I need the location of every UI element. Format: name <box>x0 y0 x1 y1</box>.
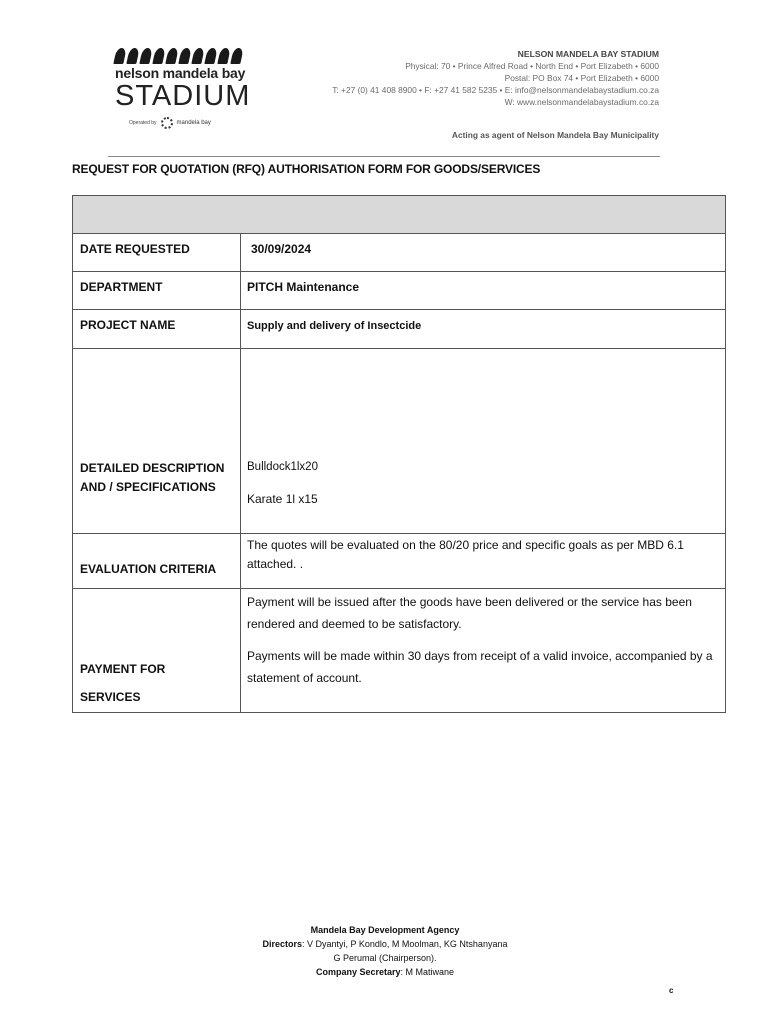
description-item-1: Bulldock1lx20 <box>247 461 318 473</box>
evaluation-value-cell <box>241 534 726 589</box>
row-project <box>73 310 726 349</box>
date-value: 30/09/2024 <box>251 242 312 256</box>
department-label-cell <box>73 272 241 310</box>
row-evaluation <box>73 534 726 589</box>
description-label: DETAILED DESCRIPTION AND / SPECIFICATIONS <box>80 461 225 494</box>
contact-phone-email: T: +27 (0) 41 408 8900 • F: +27 41 582 5235 • E: info@nelsonmandelabaystadium.co.za <box>332 85 659 95</box>
date-label: DATE REQUESTED <box>80 242 190 256</box>
form-title: REQUEST FOR QUOTATION (RFQ) AUTHORISATION FORM FOR GOODS/SERVICES <box>72 162 541 176</box>
payment-label <box>80 589 240 711</box>
department-value-cell <box>241 272 726 310</box>
mba-seal-icon <box>161 117 173 129</box>
footer-directors: : V Dyantyi, P Kondlo, M Moolman, KG Ntshanyana <box>302 939 508 949</box>
footer-secretary-label: Company Secretary <box>315 967 401 977</box>
row-date <box>73 234 726 272</box>
agent-statement: Acting as agent of Nelson Mandela Bay Municipality <box>451 130 659 140</box>
payment-label-line2: SERVICES <box>80 690 141 704</box>
evaluation-label: EVALUATION CRITERIA <box>80 562 217 576</box>
contact-website: W: www.nelsonmandelabaystadium.co.za <box>504 97 659 107</box>
form-header-band <box>73 196 726 234</box>
footer-secretary: : M Matiwane <box>400 967 455 977</box>
department-value: PITCH Maintenance <box>247 280 360 294</box>
contact-postal: Postal: PO Box 74 • Port Elizabeth • 6000 <box>504 73 659 83</box>
row-payment <box>73 589 726 713</box>
evaluation-label-cell <box>73 534 241 589</box>
contact-block <box>332 48 659 108</box>
contact-physical: Physical: 70 • Prince Alfred Road • North End • Port Elizabeth • 6000 <box>405 61 659 71</box>
footer-directors-label: Directors <box>262 939 303 949</box>
project-value: Supply and delivery of Insectcide <box>247 320 422 332</box>
payment-terms-1: Payment will be issued after the goods have been delivered or the service has been rendered and deemed to be satisfactory. <box>247 595 692 631</box>
project-value-cell <box>241 310 726 349</box>
evaluation-value: The quotes will be evaluated on the 80/20 price and specific goals as per MBD 6.1 attached. . <box>247 538 684 571</box>
operated-by-label: Operated by <box>129 120 157 126</box>
payment-value-cell <box>241 589 726 713</box>
stadium-logo <box>115 46 265 146</box>
date-value-cell <box>241 234 726 272</box>
operator-name: mandela bay <box>176 120 211 126</box>
footer-agency: Mandela Bay Development Agency <box>310 925 460 935</box>
description-value-cell <box>241 349 726 534</box>
payment-terms-2: Payments will be made within 30 days from receipt of a valid invoice, accompanied by a statement of account. <box>247 649 713 685</box>
description-item-2: Karate 1l x15 <box>247 492 318 506</box>
corner-mark: c <box>669 986 674 995</box>
contact-org-name: NELSON MANDELA BAY STADIUM <box>517 49 659 59</box>
payment-label-line1: PAYMENT FOR <box>80 662 166 676</box>
footer-chair: G Perumal (Chairperson). <box>333 953 437 963</box>
header-divider <box>108 156 660 157</box>
project-label: PROJECT NAME <box>80 318 176 332</box>
date-label-cell <box>73 234 241 272</box>
rfq-form-table <box>72 195 726 713</box>
form-header-cell <box>73 196 726 234</box>
payment-label-cell <box>73 589 241 713</box>
logo-operated-by <box>129 117 265 129</box>
logo-brand-text: nelson mandela bay <box>115 65 246 81</box>
page-footer <box>0 923 770 979</box>
row-department <box>73 272 726 310</box>
row-description <box>73 349 726 534</box>
logo-swoosh-icon <box>115 46 265 64</box>
project-label-cell <box>73 310 241 349</box>
logo-stadium-text: STADIUM <box>115 80 251 112</box>
description-label-cell <box>73 349 241 534</box>
department-label: DEPARTMENT <box>80 280 163 294</box>
